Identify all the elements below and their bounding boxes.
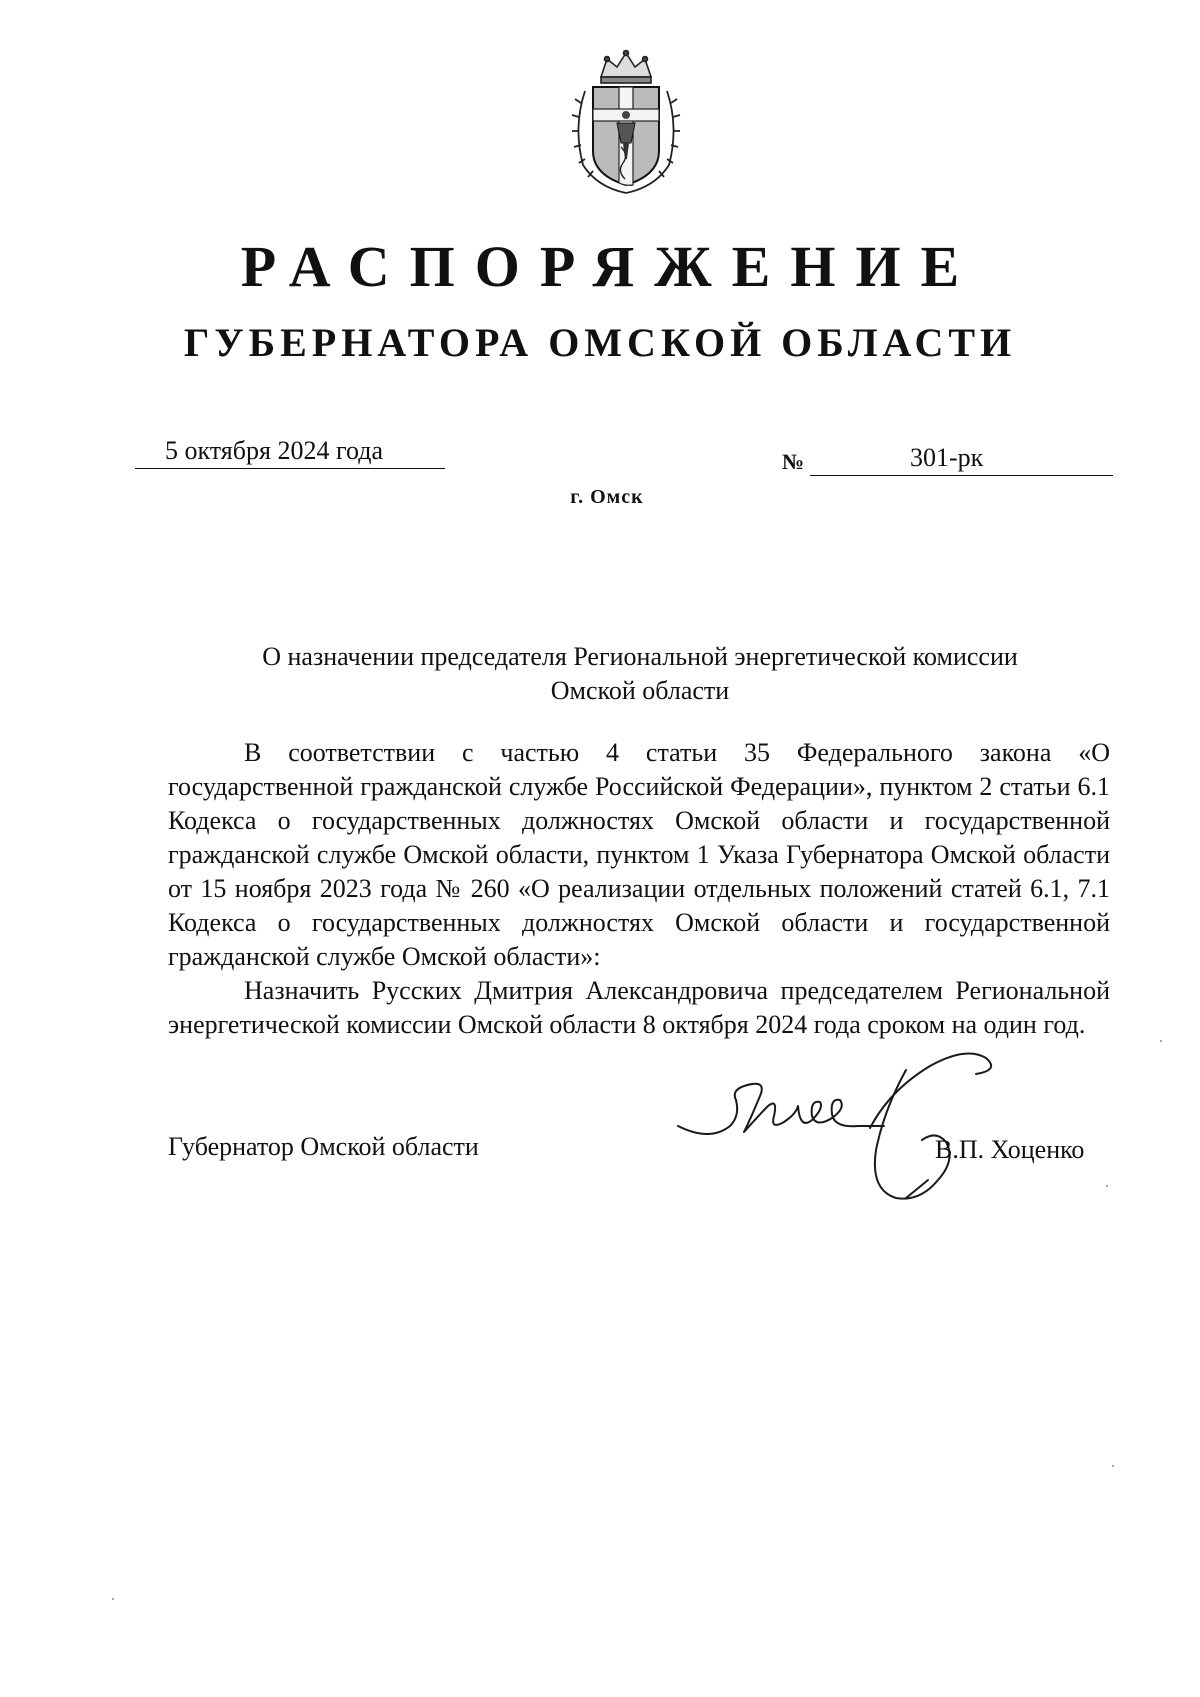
scan-speck xyxy=(1106,1185,1108,1187)
subject-line-2: Омской области xyxy=(550,676,730,705)
document-type-title: РАСПОРЯЖЕНИЕ xyxy=(240,234,980,299)
signatory-name: В.П. Хоценко xyxy=(935,1135,1085,1164)
signatory-position: Губернатор Омской области xyxy=(168,1132,479,1161)
document-date: 5 октября 2024 года xyxy=(135,434,445,469)
coat-of-arms-emblem xyxy=(567,47,685,197)
document-body xyxy=(168,736,1110,1042)
body-paragraph-basis: В соответствии с частью 4 статьи 35 Федерального закона «О государственной гражданской службе Российской Федерации», пунктом 2 статьи 6.1 Кодекса о государственных должностях Омской области и государственной гражданской службе Омской области, пунктом 1 Указа Губернатора Омской области от 15 ноября 2023 года № 260 «О реализации отдельных положений статей 6.1, 7.1 Кодекса о государственных должностях Омской области и государственной гражданской службе Омской области»: xyxy=(168,738,1110,971)
document-number: 301-рк xyxy=(810,441,1113,476)
scan-speck xyxy=(112,1598,114,1600)
number-sign: № xyxy=(782,449,805,474)
issuer-subtitle: ГУБЕРНАТОРА ОМСКОЙ ОБЛАСТИ xyxy=(183,320,1017,365)
scan-speck xyxy=(1160,1040,1162,1042)
document-subject xyxy=(200,640,1080,708)
scan-speck xyxy=(1112,1465,1114,1467)
subject-line-1: О назначении председателя Региональной энергетической комиссии xyxy=(262,642,1018,671)
handwritten-signature xyxy=(670,1030,1070,1220)
document-city: г. Омск xyxy=(570,486,644,508)
body-paragraph-appointment: Назначить Русских Дмитрия Александровича председателем Региональной энергетической комиссии Омской области 8 октября 2024 года сроком на один год. xyxy=(168,976,1110,1039)
